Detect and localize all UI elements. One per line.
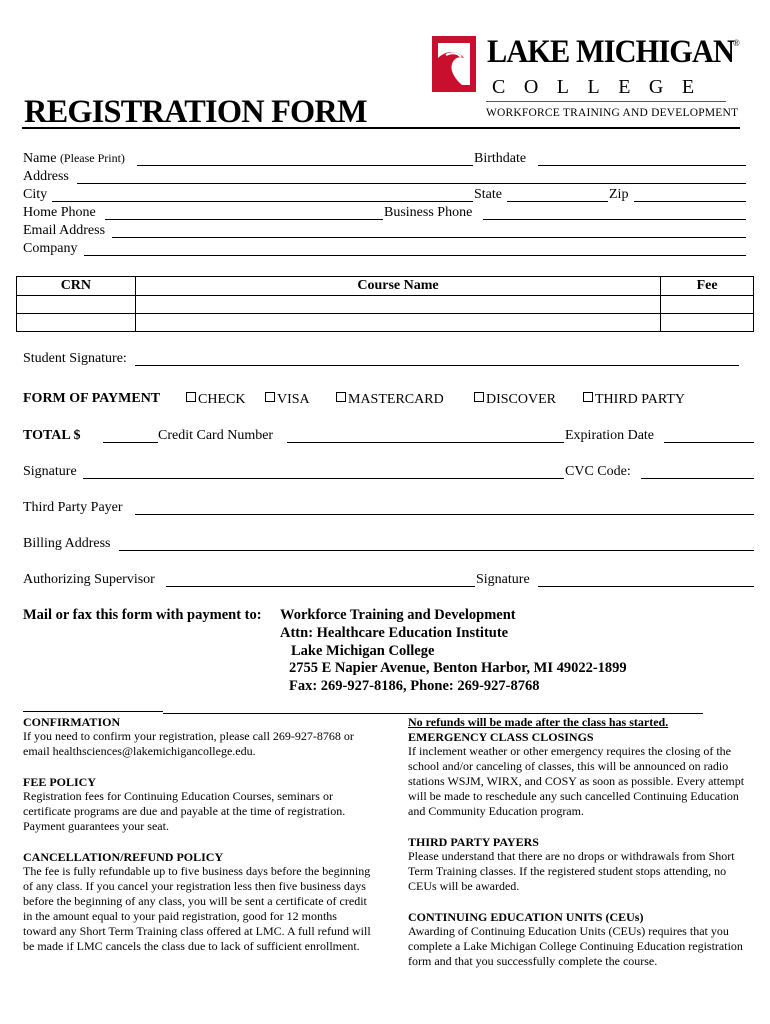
checkbox-icon[interactable]	[474, 392, 484, 402]
mail-line: Attn: Healthcare Education Institute	[280, 625, 509, 641]
third-party-payer-field[interactable]	[135, 514, 754, 515]
table-header-row	[17, 277, 754, 296]
payment-label: FORM OF PAYMENT	[23, 391, 161, 406]
mail-lead: Mail or fax this form with payment to:	[23, 607, 262, 623]
third-party-heading: THIRD PARTY PAYERS	[408, 835, 539, 849]
birthdate-field[interactable]	[538, 165, 746, 166]
checkbox-icon[interactable]	[583, 392, 593, 402]
zip-label: Zip	[609, 187, 629, 202]
course-name-cell[interactable]	[135, 296, 660, 314]
ceu-text: Awarding of Continuing Education Units (CEUs) requires that you complete a Lake Michigan College Continuing Education registration form and that you successfully complete the course.	[408, 924, 743, 968]
mail-line: Lake Michigan College	[291, 643, 435, 659]
course-name-header: Course Name	[135, 277, 660, 296]
course-name-cell[interactable]	[135, 314, 660, 332]
registered-mark: ®	[733, 38, 740, 48]
credit-card-label: Credit Card Number	[158, 428, 274, 443]
logo-name: LAKE MICHIGAN	[487, 34, 734, 70]
crn-cell[interactable]	[17, 314, 136, 332]
crn-header: CRN	[17, 277, 136, 296]
expiration-label: Expiration Date	[565, 428, 655, 443]
left-policy-column	[23, 716, 373, 954]
city-label: City	[23, 187, 48, 202]
birthdate-label: Birthdate	[474, 151, 527, 166]
address-field[interactable]	[77, 183, 746, 184]
fee-header: Fee	[661, 277, 754, 296]
signature-field[interactable]	[83, 478, 564, 479]
email-field[interactable]	[112, 237, 746, 238]
mastercard-option[interactable]: MASTERCARD	[336, 392, 444, 407]
total-label: TOTAL $	[23, 428, 81, 443]
checkbox-icon[interactable]	[265, 392, 275, 402]
fee-cell[interactable]	[661, 296, 754, 314]
check-option[interactable]: CHECK	[186, 392, 245, 407]
wave-icon	[432, 36, 476, 92]
fee-cell[interactable]	[661, 314, 754, 332]
authorizing-supervisor-label: Authorizing Supervisor	[23, 572, 155, 587]
business-phone-label: Business Phone	[384, 205, 473, 220]
cvc-field[interactable]	[641, 478, 754, 479]
name-field[interactable]	[137, 165, 473, 166]
fee-policy-text: Registration fees for Continuing Education Courses, seminars or certificate programs are due and payable at the time of registration. Payment guarantees your seat.	[23, 789, 346, 833]
third-party-payer-label: Third Party Payer	[23, 500, 123, 515]
table-row	[17, 296, 754, 314]
billing-address-field[interactable]	[119, 550, 754, 551]
cvc-label: CVC Code:	[565, 464, 631, 479]
no-refunds-notice: No refunds will be made after the class has started.	[408, 715, 669, 729]
zip-field[interactable]	[634, 201, 746, 202]
course-table	[16, 276, 754, 332]
cancellation-heading: CANCELLATION/REFUND POLICY	[23, 850, 224, 864]
email-label: Email Address	[23, 223, 106, 238]
page-title: REGISTRATION FORM	[24, 94, 367, 130]
billing-address-label: Billing Address	[23, 536, 111, 551]
city-field[interactable]	[52, 201, 473, 202]
address-label: Address	[23, 169, 69, 184]
title-divider	[22, 127, 740, 129]
student-signature-label: Student Signature:	[23, 351, 127, 366]
checkbox-icon[interactable]	[186, 392, 196, 402]
home-phone-label: Home Phone	[23, 205, 96, 220]
third-party-option[interactable]: THIRD PARTY	[583, 392, 685, 407]
emergency-heading: EMERGENCY CLASS CLOSINGS	[408, 730, 594, 744]
business-phone-field[interactable]	[483, 219, 746, 220]
cancellation-text: The fee is fully refundable up to five business days before the beginning of any class. If you cancel your registration less then five business days before the beginning of any class, you will be sent a certificate of credit in the amount equal to your paid registration, good for 12 months toward any Short Term Training class offered at LMC. A full refund will be made if LMC cancels the class due to lack of sufficient enrollment.	[23, 864, 371, 953]
left-divider	[23, 711, 163, 712]
supervisor-signature-field[interactable]	[538, 586, 754, 587]
company-field[interactable]	[84, 255, 746, 256]
credit-card-field[interactable]	[287, 442, 564, 443]
fee-policy-heading: FEE POLICY	[23, 775, 97, 789]
logo-college: COLLEGE	[492, 76, 713, 98]
college-logo-mark	[432, 36, 476, 92]
confirmation-heading: CONFIRMATION	[23, 715, 121, 729]
checkbox-icon[interactable]	[336, 392, 346, 402]
table-row	[17, 314, 754, 332]
ceu-heading: CONTINUING EDUCATION UNITS (CEUs)	[408, 910, 644, 924]
discover-option[interactable]: DISCOVER	[474, 392, 556, 407]
emergency-text: If inclement weather or other emergency requires the closing of the school and/or canceling of classes, this will be announced on radio stations WSJM, WIRX, and COSY as soon as possible. Every attempt will be made to reschedule any such cancelled Continuing Education and Community Education program.	[408, 744, 745, 818]
authorizing-supervisor-field[interactable]	[166, 586, 475, 587]
company-label: Company	[23, 241, 78, 256]
right-policy-column	[408, 716, 753, 969]
logo-divider	[486, 101, 726, 102]
home-phone-field[interactable]	[105, 219, 383, 220]
mail-line: Workforce Training and Development	[280, 607, 516, 623]
signature-label: Signature	[23, 464, 77, 479]
third-party-text: Please understand that there are no drops or withdrawals from Short Term Training classes. If the registered student stops attending, no CEUs will be awarded.	[408, 849, 735, 893]
mail-line: 2755 E Napier Avenue, Benton Harbor, MI 49022-1899	[289, 660, 627, 676]
logo-tagline: WORKFORCE TRAINING AND DEVELOPMENT	[486, 107, 739, 119]
state-label: State	[474, 187, 502, 202]
expiration-field[interactable]	[664, 442, 754, 443]
state-field[interactable]	[507, 201, 608, 202]
confirmation-text: If you need to confirm your registration, please call 269-927-8768 or email healthsciences@lakemichigancollege.edu.	[23, 729, 354, 758]
visa-option[interactable]: VISA	[265, 392, 310, 407]
student-signature-field[interactable]	[135, 365, 739, 366]
total-field[interactable]	[103, 442, 158, 443]
supervisor-signature-label: Signature	[476, 572, 530, 587]
right-divider	[163, 713, 703, 714]
crn-cell[interactable]	[17, 296, 136, 314]
name-field-label: Name (Please Print)	[23, 151, 125, 166]
mail-line: Fax: 269-927-8186, Phone: 269-927-8768	[289, 678, 540, 694]
